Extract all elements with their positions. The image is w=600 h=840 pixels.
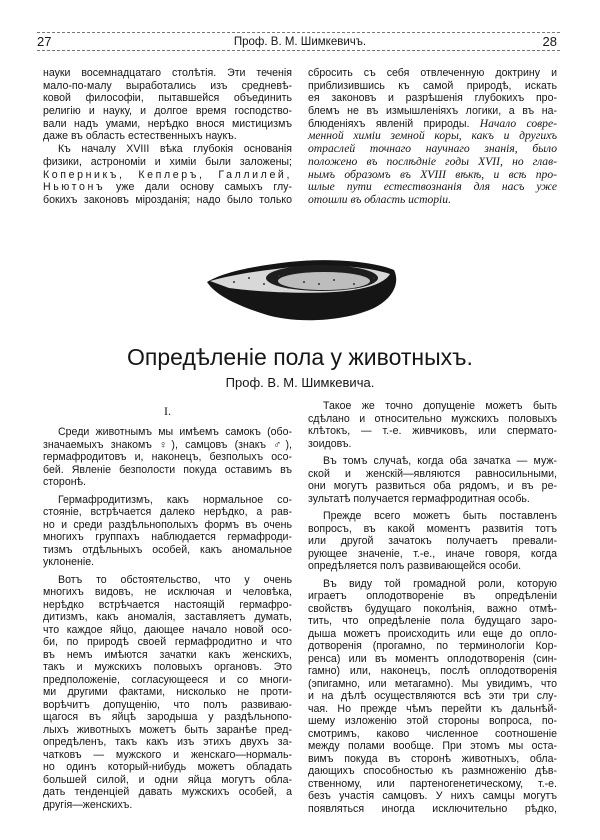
text-line: тизмъ отдѣльныхъ особей, какъ аномальное (43, 543, 292, 556)
text-line: мало-по-малу выработались изъ средневѣ- (43, 79, 292, 92)
text-line: тить, что опредѣленіе пола будущаго заро- (308, 615, 557, 627)
paragraph (43, 494, 292, 569)
text-line: ми другими фактами, нисколько не проти- (43, 686, 292, 698)
text-line: и на дѣлѣ осуществляются всѣ эти три слу- (308, 690, 557, 702)
paragraph (43, 67, 292, 143)
text-line: играетъ оплодотвореніе въ опредѣленіи (308, 590, 557, 602)
text-line: дать тенденціей давать мужскихъ особей, а (43, 786, 292, 798)
paragraph (308, 455, 557, 505)
text-line: многихъ видовъ, не исключая и человѣка, (43, 586, 292, 598)
text-line: безъ участія самцовъ. У нихъ самцы могутъ (308, 790, 557, 802)
text-line: они могутъ развиться оба рядомъ, и въ ре- (308, 480, 557, 492)
text-line: между полами вообще. При этомъ мы оста- (308, 740, 557, 752)
text-line: шему изложенію этой стороны вопроса, по- (308, 715, 557, 727)
text-line: большей силой, и одни яйца могутъ обла- (43, 773, 292, 786)
page-number-right: 28 (542, 34, 557, 49)
text-line: щагося въ яйцѣ зародыша у раздѣльнопо- (43, 711, 292, 723)
page-number-left: 27 (37, 34, 52, 49)
paragraph (308, 510, 557, 573)
article-author: Проф. В. М. Шимкевича. (225, 375, 375, 390)
text-line: ворѣчитъ допущенію, что полъ развиваю- (43, 698, 292, 711)
header-rule-top (37, 32, 560, 33)
text-line: Къ началу XVIII вѣка глубокія основанія (58, 143, 292, 156)
text-line: стояніе, встрѣчается далеко нерѣдко, а рав- (43, 506, 292, 518)
section-number: I. (164, 404, 171, 418)
oil-lamp-illustration-icon (204, 248, 398, 326)
text-line: лыхъ животныхъ можетъ быть заранѣе пред- (43, 723, 292, 736)
article-title: Опредѣленіе пола у животныхъ. (127, 344, 473, 370)
text-segment: уже дали основу самыхъ глу- (105, 181, 292, 194)
text-line: такъ и мужскихъ половыхъ органовъ. Это (43, 661, 292, 673)
text-line: ея законовъ и разрѣшенія глубокихъ про- (308, 92, 557, 105)
italic-text: нымъ образомъ въ XVIII вѣкѣ, и всѣ про- (308, 167, 557, 181)
text-line: ской и женскій—являются равносильными, (308, 467, 557, 480)
text-line: другія—женскихъ. (43, 798, 133, 811)
text-line: вопросъ, въ какой моментъ развитія тотъ (308, 522, 557, 535)
text-line: сбросить съ себя отвлеченную доктрину и (308, 67, 557, 79)
text-line: вимъ покуда въ сторонѣ животныхъ, обла- (308, 752, 557, 765)
text-line: би, по природѣ своей гермафродитно и что (43, 636, 292, 648)
text-line: науки восемнадцатаго столѣтія. Эти теченія (43, 67, 292, 79)
spaced-name: Коперникъ, Кеплеръ, Галлилей, (43, 168, 292, 181)
text-line: чая. Но прежде чѣмъ перейти къ дальнѣй- (308, 702, 557, 715)
text-line: предположеніе, согласующееся и со многи- (43, 673, 292, 686)
spaced-name: Ньютонъ (43, 181, 106, 194)
text-line: даже въ область естественныхъ наукъ. (43, 130, 237, 143)
text-line: опредѣленъ, такъ какъ изъ этихъ двухъ за- (43, 736, 292, 748)
text-line: зоидовъ. (308, 437, 352, 450)
text-line: гермафродитовъ и, наконецъ, безполыхъ осо- (43, 451, 292, 463)
italic-text: отраслей точнаго научнаго знанія, было (308, 142, 557, 156)
text-line: Въ виду той громадной роли, которую (323, 577, 557, 590)
text-line: вали надъ умами, нерѣдко внося мистицизмъ (43, 117, 292, 130)
italic-text: менной химіи земной коры, какъ и другихъ (308, 129, 557, 143)
text-line: но одинъ который-нибудь можетъ обладать (43, 761, 292, 773)
column-top-right (308, 67, 557, 207)
paragraph (308, 67, 557, 207)
text-line: физики, астрономіи и химіи были заложены; (43, 155, 292, 168)
text-line: клѣтокъ, — т.-е. живчиковъ, или сперматo- (308, 425, 557, 437)
text-line: или другой зачатокъ получаетъ превали- (308, 535, 557, 547)
text-line: появляться иногда исключительно рѣдко, (308, 802, 557, 815)
text-line: въ немъ имѣются зачатки какъ женскихъ, (43, 648, 292, 661)
column-top-left (43, 67, 292, 207)
text-segment: блюденіяхъ явленій природы. (308, 117, 480, 130)
text-line: ренса) или въ моментъ оплодотворенія (син- (308, 652, 557, 665)
italic-text: отошли въ область исторіи. (308, 192, 451, 206)
text-line: Гермафродитизмъ, какъ нормальное со- (58, 493, 292, 506)
text-line: блемъ не въ измышленіяхъ логики, а въ на- (308, 105, 557, 118)
text-line: многихъ группахъ наблюдается гермафроди- (43, 531, 292, 543)
text-line: сторонѣ. (43, 476, 86, 488)
text-line: бокихъ законовъ мірозданія; надо было только (43, 193, 292, 206)
header-rule-bottom (37, 50, 560, 51)
italic-text: шлые пути естествознанія для насъ уже (308, 180, 557, 194)
italic-text: Начало совре- (479, 116, 557, 130)
text-line (308, 194, 557, 207)
text-line: ковой философіи, пытавшейся объединить (43, 92, 292, 105)
text-line: свойствъ будущаго поколѣнія, важно отмѣ- (308, 602, 557, 615)
text-line: Такое же точно допущеніе можетъ быть (323, 400, 557, 412)
text-line: (эпигамно, или метагамно). Мы увидимъ, что (308, 677, 557, 690)
text-line (43, 181, 292, 194)
text-line: дитизмъ, какъ аномалія, заставляетъ думать, (43, 611, 292, 623)
text-line: гамно) или, наконецъ, послѣ оплодотворенія (308, 665, 557, 677)
column-bottom-right (308, 400, 557, 815)
text-line: Среди животнымъ мы имѣемъ самокъ (обо- (58, 426, 292, 438)
text-line: ственному, или партеногенетическому, т.-е. (308, 777, 557, 790)
column-bottom-left (43, 426, 292, 811)
text-line: опредѣляется полъ развивающейся особи. (308, 560, 522, 572)
text-line: сдѣлано и относительно мужскихъ половыхъ (308, 412, 557, 425)
text-line: зультатѣ получается гермафродитная особь. (308, 492, 530, 505)
text-line: значаемыхъ знакомъ ♀), самцовъ (знакъ ♂), (43, 438, 292, 451)
text-line: религію и науку, и долгое время господство- (43, 105, 292, 118)
text-line: бей. Явленіе безполости покуда оставимъ въ (43, 463, 292, 476)
paragraph (43, 574, 292, 812)
text-line: но и среди раздѣльнополыхъ формъ въ очень (43, 518, 292, 531)
text-line: чатковъ — мужского и женскаго—нормаль- (43, 748, 292, 761)
text-line: нерѣдко встрѣчается настоящій гермафро- (43, 598, 292, 611)
text-line: уклоненіе. (43, 556, 95, 568)
text-line: смотримъ, каково численное соотношеніе (308, 727, 557, 740)
paragraph (308, 400, 557, 450)
text-line: что каждое яйцо, дающее начало новой осо- (43, 623, 292, 636)
text-line: Въ томъ случаѣ, когда оба зачатка — муж- (323, 455, 557, 467)
text-line: Прежде всего можетъ быть поставленъ (323, 510, 557, 522)
text-line: приблизившись къ самой природѣ, искать (308, 79, 557, 92)
text-line: Вотъ то обстоятельство, что у очень (58, 573, 292, 586)
text-line (43, 169, 292, 182)
italic-text: положено въ послѣдніе годы XVII, но глав- (308, 154, 557, 168)
text-line: дающихъ способностью къ размноженію дѣв- (308, 765, 557, 777)
paragraph (43, 143, 292, 206)
text-line: дыша можетъ происходить или еще до опло- (308, 627, 557, 640)
running-title: Проф. В. М. Шимкевичъ. (233, 36, 367, 48)
paragraph (43, 426, 292, 489)
paragraph (308, 578, 557, 816)
text-line: дотворенія (прогамно, по терминологіи Кор- (308, 640, 557, 652)
text-line: рующее значеніе, т.-е., иначе говоря, когда (308, 547, 557, 560)
